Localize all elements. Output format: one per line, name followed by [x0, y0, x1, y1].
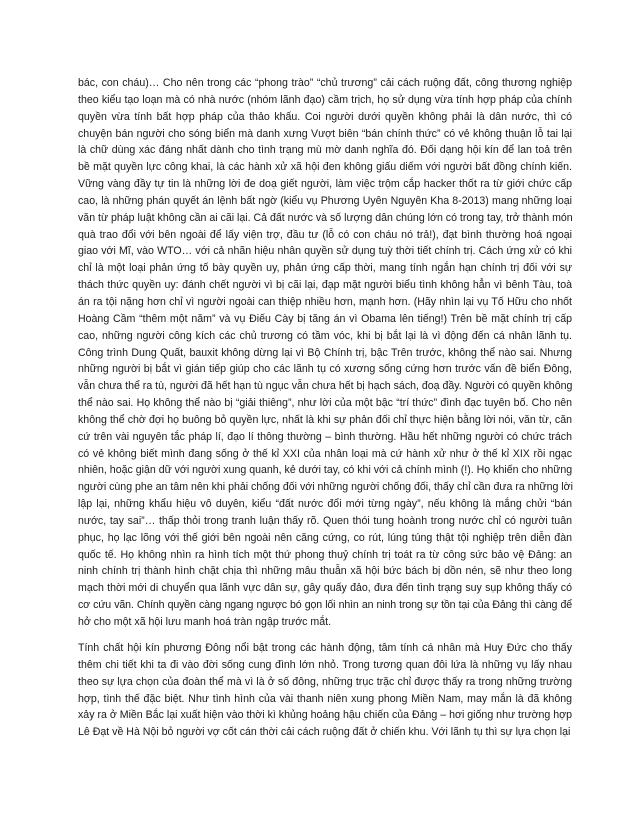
- text-line: hợp, tình thế đặc biệt. Như tình hình của vài thanh niên xung phong Miền Nam, may mắn là đã không: [78, 692, 572, 705]
- text-line: án ra tội nặng hơn chỉ vì người ngoài can thiệp nhiều hơn, mạnh hơn. (Hãy nhìn lại vụ Tố Hữu cho nhốt: [78, 295, 572, 308]
- text-line: xảy ra ở Miền Bắc lại xuất hiện vào thời kì khủng hoảng hậu chiến của Đảng – hơi giống như trường hợp: [78, 709, 572, 722]
- text-line: Lê Đạt về Hà Nội bỏ người vợ cốt cán thời cải cách ruộng đất ở chiến khu. Với lãnh tụ thì sự lựa chọn lại: [78, 726, 571, 739]
- text-line: phục, họ lạc lõng với thế giới bên ngoài nên căng cứng, co rút, lúng túng thật tội nghiệp trên diễn đàn: [78, 531, 572, 544]
- text-line: thể nào sai. Họ không thể nào bị “giải thiêng”, như lời của một bậc “trí thức” đình đạc tuyên bố. Cho nên: [78, 397, 572, 410]
- text-line: vẫn chưa thể ra tù, người đã hết hạn tù ngục vẫn chưa hết bị hạch sách, đoạ đầy. Người có quyền không: [78, 380, 573, 393]
- text-line: quà trao đổi với bên ngoài để lấy viện trợ, đầu tư (lỗ có con cháu nó trả!), đạt bình thường hoá ngoại: [78, 228, 572, 241]
- paragraph-1: [78, 75, 572, 631]
- text-line: Tính chất hội kín phương Đông nổi bật trong các hành động, tâm tính cá nhân mà Huy Đức cho thấy: [78, 642, 572, 654]
- text-line: quốc tế. Họ không nhìn ra hình tích một thứ phong thuỷ chính trị toát ra từ công sức bảo vệ Đảng: an: [78, 548, 572, 561]
- text-line: thách thức quyền uy: đánh chết người vì bị cãi lại, đạp mặt người biểu tình không hẳn vì bênh Tàu, toà: [78, 279, 572, 292]
- text-line: những người bị bắt vì gián tiếp giúp cho các lãnh tụ có xương sống cứng hơn trước vấn đề biển Đông,: [78, 363, 572, 376]
- text-line: giao với Mĩ, vào WTO… với cả nhãn hiệu nhân quyền sử dụng tuỳ thời tiết chính trị. Cách ứng xử có khi: [78, 245, 572, 258]
- text-line: có vẻ không biết mình đang sống ở thế kỉ XXI của nhân loại mà cứ hành xử như ở thế kỉ XIX rồi ngạc: [78, 447, 572, 460]
- text-line: Vững vàng đầy tự tin là những lời đe doạ giết người, làm việc trộm cắp hacker thốt ra từ giới chức cấp: [78, 178, 572, 191]
- text-line: chỉ là một loại phản ứng tố bày quyền uy, phản ứng cấp thời, mang tính ngắn hạn chính trị đối với sự: [78, 262, 572, 275]
- text-line: Hoàng Cầm “thêm một năm” và vụ Điếu Cày bị tăng án vì Obama lên tiếng!) Trên bề mặt chính trị cấp: [78, 312, 572, 325]
- text-line: lập lại, những khẩu hiệu vô duyên, kiểu “đất nước đổi mới từng ngày”, nếu không là mắng chửi “bán: [78, 498, 572, 511]
- text-line: bác, con cháu)… Cho nên trong các “phong trào” “chủ trương” cải cách ruộng đất, công thương nghiệp: [78, 77, 572, 89]
- paragraph-2: [78, 640, 572, 741]
- text-line: ninh chính trị thành hình chặt chịa thì những mâu thuẫn xã hội bức bách bị dồn nén, sẽ như theo long: [78, 565, 572, 578]
- text-line: nhiên, hoặc giận dữ với người xung quanh, kẻ dưới tay, có khi với cả chính mình (!). Họ khiến cho những: [78, 464, 573, 477]
- text-line: không thể chờ đợi họ buông bỏ quyền lực, nhất là khi sự phản đối chỉ thực hiện bằng lời nói, văn từ, căn: [78, 413, 572, 426]
- text-line: theo sự lựa chọn của đoàn thể mà vì là ở số đông, những trục trặc chỉ được thấy ra trong những trường: [78, 675, 572, 688]
- text-line: bề mặt quyền lực công khai, là các hành xử xã hội đen không giấu diếm với người bất đồng chính kiến.: [78, 161, 572, 174]
- text-line: cơ cứu vãn. Chính quyền càng ngang ngược bó gọn lối nhìn an ninh trong sự tồn tại của Đảng thì càng để: [78, 599, 572, 612]
- text-line: người cùng phe an tâm nên khi phải chống đối với những người chống đối, thấy chỉ cần đưa ra những lời: [78, 481, 573, 494]
- text-line: nước, tay sai”… thấp thỏi trong tranh luận thấy rõ. Quen thói tung hoành trong nước chỉ có người tuân: [78, 514, 572, 527]
- text-line: hở cho một xã hội lưu manh hoá tràn ngập trước mắt.: [78, 616, 332, 628]
- text-line: Công trình Dung Quất, bauxit không dừng lại vì Bộ Chính trị, bậc Trên trước, không thể nào sai. Nhưng: [78, 346, 572, 359]
- text-line: cứ trên vài nguyên tắc pháp lí, đạo lí thông thường – bình thường. Hầu hết những người có chức trách: [78, 430, 572, 443]
- text-line: cao, những người công kích các chủ trương có tầm vóc, khi bị bắt lại là vì động đến cá nhân lãnh tụ.: [78, 329, 572, 342]
- text-line: mạch thời mới di chuyển qua lãnh vực dân sự, gây quấy đảo, đưa đến tình trạng suy sụp không thấy có: [78, 582, 572, 595]
- text-line: là chữ dùng xác đáng nhất dành cho tình trạng mù mờ danh nghĩa đó. Đối dạng hội kín để lan toả trên: [78, 144, 572, 157]
- text-line: cao, là những phán quyết án lệnh bất ngờ (kiểu vụ Phương Uyên Nguyên Kha 8-2013) mang những loại: [78, 194, 572, 207]
- text-line: văn từ pháp luật không cần ai cãi lại. Cả đất nước và số lượng dân chúng lớn có trong tay, trở thành món: [78, 211, 573, 224]
- text-line: chuyện bán người cho sóng biển mà danh xưng Vượt biên “bán chính thức” có vẻ không thuận lỗ tai lại: [78, 127, 572, 140]
- text-line: quyền vừa tính bất hợp pháp của thảo khấu. Coi người dưới quyền không phải là dân nước, thì có: [78, 110, 572, 123]
- text-line: theo kiểu tạo loạn mà có nhà nước (nhóm lãnh đạo) cầm trịch, họ sử dụng vừa tính hợp pháp của chính: [78, 93, 572, 106]
- text-line: thêm chi tiết khi ta đi vào đời sống cung đình lớn nhỏ. Trong tương quan đôi lứa là những vụ lấy nhau: [78, 658, 572, 671]
